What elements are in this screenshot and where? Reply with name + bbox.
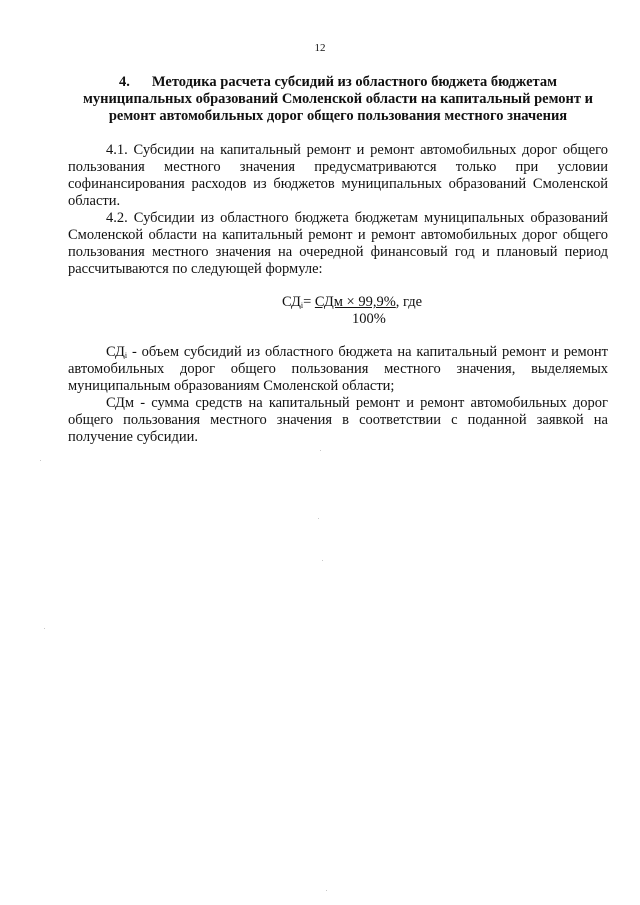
formula-denominator: 100% [352,311,386,327]
definition-sd-i-text: - объем субсидий из областного бюджета на капитальный ремонт и ремонт автомобильных дорог общего пользования местного значения, выделяемых муниципальным образованиям Смоленской области; [68,344,608,394]
section-title: Методика расчета субсидий из областного бюджета бюджетам муниципальных образований Смоленской области на капитальный ремонт и ремонт автомобильных дорог общего пользования местного значения [82,74,594,124]
subsidy-formula [282,294,482,328]
section-heading [68,74,608,125]
paragraph-4-1: 4.1. Субсидии на капитальный ремонт и ремонт автомобильных дорог общего пользования местного значения предусматриваются только при условии софинансирования расходов из бюджетов муниципальных образований Смоленской области. [68,142,608,209]
section-number: 4. [119,74,130,90]
definition-sdm: СДм - сумма средств на капитальный ремонт и ремонт автомобильных дорог общего пользования местного значения в соответствии с поданной заявкой на получение субсидии. [68,395,608,445]
formula-equals: = [303,294,315,310]
formula-top-line [282,294,422,310]
definition-sd-i [68,344,608,395]
definitions-block [68,344,608,446]
formula-lhs-subscript: i [300,301,304,310]
formula-suffix: , где [395,294,423,310]
paragraphs-block [68,142,608,278]
paragraph-4-2: 4.2. Субсидии из областного бюджета бюджетам муниципальных образований Смоленской области на капитальный ремонт и ремонт автомобильных дорог общего пользования местного значения на очередной финансовый год и плановый период рассчитываются по следующей формуле: [68,210,608,277]
formula-lhs: СД [282,294,301,310]
page-number: 12 [314,42,326,54]
definition-sd-i-subscript: i [124,351,128,360]
definition-sd-i-term: СД [106,344,125,360]
formula-numerator: СДм × 99,9% [314,294,396,310]
